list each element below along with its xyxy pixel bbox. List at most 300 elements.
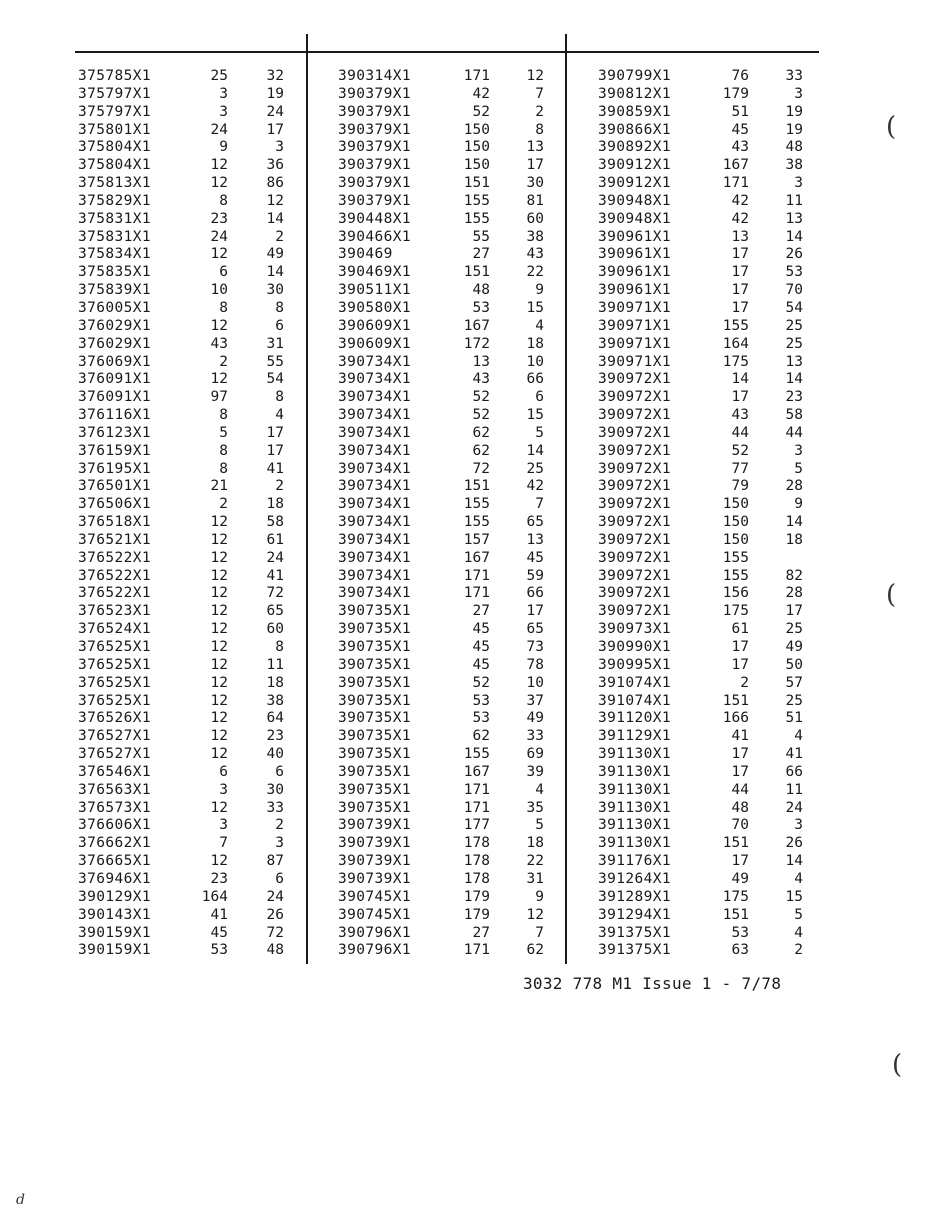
part-number: 390912X1 [598,157,672,174]
part-number: 390469 [338,246,393,263]
part-number: 376159X1 [78,442,152,459]
page-number: 63 [731,942,749,959]
item-number: 49 [526,710,544,727]
page-number: 97 [210,389,228,406]
page-number: 45 [472,621,490,638]
page-number: 12 [210,317,228,334]
item-number: 17 [526,603,544,620]
page-number: 12 [210,674,228,691]
item-number: 4 [794,924,803,941]
item-number: 3 [275,139,284,156]
page-number: 12 [210,246,228,263]
page-number: 23 [210,210,228,227]
page-number: 171 [463,68,490,84]
page-number: 52 [472,389,490,406]
item-number: 24 [785,799,803,816]
item-number: 17 [266,442,284,459]
item-number: 18 [526,835,544,852]
page-number: 12 [210,746,228,763]
item-number: 41 [266,460,284,477]
part-number: 376522X1 [78,567,152,584]
item-number: 33 [266,799,284,816]
page-number: 155 [463,192,490,209]
item-number: 22 [526,853,544,870]
item-number: 9 [535,282,544,299]
part-number: 376522X1 [78,549,152,566]
page-number: 45 [472,639,490,655]
item-number: 6 [535,389,544,406]
item-number: 8 [275,639,284,655]
page-number: 155 [722,317,749,334]
part-number: 376091X1 [78,371,152,388]
page-number: 24 [210,228,228,245]
item-number: 87 [266,853,284,870]
page-number: 12 [210,157,228,174]
page-number: 7 [219,835,228,852]
part-number: 390314X1 [338,68,412,84]
item-number: 41 [266,567,284,584]
part-number: 390796X1 [338,924,412,941]
part-number: 390734X1 [338,496,412,513]
part-number: 375797X1 [78,85,152,102]
part-number: 376665X1 [78,853,152,870]
part-number: 390735X1 [338,656,412,673]
page-number: 171 [463,781,490,798]
part-number: 390972X1 [598,389,672,406]
page-number: 12 [210,799,228,816]
document-footer: 3032 778 M1 Issue 1 - 7/78 [523,974,782,993]
page-number: 53 [472,710,490,727]
page-number: 17 [731,746,749,763]
page-number: 61 [731,621,749,638]
page-number: 17 [731,656,749,673]
part-number: 390972X1 [598,460,672,477]
page-number: 164 [722,335,749,352]
part-number: 376527X1 [78,746,152,763]
page-number: 53 [210,942,228,959]
page-number: 42 [472,85,490,102]
page-number: 12 [210,585,228,602]
page-number: 76 [731,68,749,84]
page-number: 27 [472,924,490,941]
item-number: 72 [266,585,284,602]
item-number: 30 [266,282,284,299]
page-number: 45 [472,656,490,673]
item-number: 3 [794,175,803,192]
page-number: 6 [219,763,228,780]
item-number: 62 [526,942,544,959]
page-number: 8 [219,442,228,459]
item-number: 2 [794,942,803,959]
item-number: 13 [785,353,803,370]
part-number: 390734X1 [338,407,412,424]
page-number: 8 [219,192,228,209]
part-number: 390799X1 [598,68,672,84]
page-number: 43 [731,407,749,424]
item-number: 19 [785,121,803,138]
page-number: 172 [463,335,490,352]
page-number: 12 [210,853,228,870]
page-number: 167 [463,549,490,566]
part-number: 390971X1 [598,335,672,352]
item-number: 40 [266,746,284,763]
item-number: 3 [794,85,803,102]
page-number: 3 [219,103,228,120]
page-number: 43 [731,139,749,156]
part-number: 390961X1 [598,282,672,299]
binder-hole-mark-top: ( [886,112,897,142]
part-number: 376573X1 [78,799,152,816]
page-number: 49 [731,870,749,887]
part-number: 390745X1 [338,906,412,923]
part-number: 376195X1 [78,460,152,477]
page-number: 179 [722,85,749,102]
part-number: 376506X1 [78,496,152,513]
part-number: 390379X1 [338,85,412,102]
part-number: 390379X1 [338,139,412,156]
page-number: 3 [219,85,228,102]
item-number: 65 [526,514,544,531]
part-number: 390734X1 [338,442,412,459]
part-number: 390972X1 [598,585,672,602]
part-number: 390972X1 [598,407,672,424]
page-number: 12 [210,175,228,192]
page-number: 53 [731,924,749,941]
page-number: 151 [463,264,490,281]
item-number: 37 [526,692,544,709]
item-number: 41 [785,746,803,763]
page-number: 12 [210,603,228,620]
item-number: 49 [785,639,803,655]
part-number: 391294X1 [598,906,672,923]
item-number: 28 [785,478,803,495]
page-number: 150 [722,514,749,531]
page-number: 55 [472,228,490,245]
part-number: 376524X1 [78,621,152,638]
part-number: 390379X1 [338,157,412,174]
part-number: 375839X1 [78,282,152,299]
part-number: 390892X1 [598,139,672,156]
part-number: 391074X1 [598,674,672,691]
item-number: 25 [785,692,803,709]
part-number: 390466X1 [338,228,412,245]
page-number: 17 [731,639,749,655]
page-number: 167 [463,317,490,334]
part-number: 375813X1 [78,175,152,192]
item-number: 17 [526,157,544,174]
item-number: 4 [535,781,544,798]
item-number: 53 [785,264,803,281]
part-number: 375797X1 [78,103,152,120]
part-number: 390972X1 [598,424,672,441]
item-number: 3 [794,817,803,834]
part-number: 391130X1 [598,763,672,780]
item-number: 14 [785,853,803,870]
page-number: 151 [722,835,749,852]
part-number: 390735X1 [338,621,412,638]
part-number: 390972X1 [598,531,672,548]
item-number: 6 [275,763,284,780]
item-number: 35 [526,799,544,816]
page-number: 53 [472,692,490,709]
part-number: 390734X1 [338,353,412,370]
item-number: 14 [266,264,284,281]
part-number: 376521X1 [78,531,152,548]
page-number: 12 [210,567,228,584]
part-number: 391264X1 [598,870,672,887]
part-number: 390912X1 [598,175,672,192]
part-number: 375831X1 [78,228,152,245]
page-number: 179 [463,888,490,905]
item-number: 24 [266,888,284,905]
item-number: 4 [275,407,284,424]
page-number: 155 [722,549,749,566]
item-number: 18 [266,496,284,513]
page-number: 171 [722,175,749,192]
page-number: 167 [722,157,749,174]
item-number: 45 [526,549,544,566]
part-number: 391375X1 [598,942,672,959]
part-number: 390972X1 [598,496,672,513]
item-number: 57 [785,674,803,691]
item-number: 33 [526,728,544,745]
corner-mark: d [16,1192,25,1208]
part-number: 390159X1 [78,942,152,959]
part-number: 390972X1 [598,371,672,388]
part-number: 390734X1 [338,460,412,477]
part-number: 390735X1 [338,603,412,620]
page-number: 3 [219,817,228,834]
column-divider-2 [565,34,567,964]
part-number: 376005X1 [78,299,152,316]
part-number: 390948X1 [598,192,672,209]
item-number: 4 [535,317,544,334]
part-number: 390745X1 [338,888,412,905]
item-number: 9 [535,888,544,905]
item-number: 86 [266,175,284,192]
page-number: 12 [210,639,228,655]
item-number: 2 [275,478,284,495]
item-number: 51 [785,710,803,727]
part-number: 390448X1 [338,210,412,227]
page-number: 17 [731,246,749,263]
item-number: 15 [526,407,544,424]
top-rule [75,51,819,53]
part-number: 391176X1 [598,853,672,870]
binder-hole-mark-middle: ( [886,580,897,610]
part-number: 376123X1 [78,424,152,441]
page-number: 48 [472,282,490,299]
page-number: 12 [210,656,228,673]
item-number: 2 [535,103,544,120]
part-number: 375801X1 [78,121,152,138]
item-number: 66 [526,585,544,602]
item-number: 18 [785,531,803,548]
part-number: 390972X1 [598,514,672,531]
page-number: 52 [731,442,749,459]
item-number: 38 [266,692,284,709]
part-number: 390812X1 [598,85,672,102]
page-number: 48 [731,799,749,816]
item-number: 18 [526,335,544,352]
item-number: 36 [266,157,284,174]
part-number: 390159X1 [78,924,152,941]
part-number: 390734X1 [338,531,412,548]
item-number: 65 [266,603,284,620]
item-number: 26 [785,246,803,263]
part-number: 390469X1 [338,264,412,281]
part-number: 375785X1 [78,68,152,84]
item-number: 2 [275,228,284,245]
part-number: 375804X1 [78,157,152,174]
page-number: 2 [740,674,749,691]
part-number: 376946X1 [78,870,152,887]
page-number: 2 [219,496,228,513]
page-number: 17 [731,264,749,281]
page-number: 178 [463,853,490,870]
page-number: 12 [210,692,228,709]
page-number: 155 [463,496,490,513]
item-number: 55 [266,353,284,370]
part-number: 391120X1 [598,710,672,727]
item-number: 60 [266,621,284,638]
page-number: 150 [463,139,490,156]
part-number: 391130X1 [598,799,672,816]
page-number: 171 [463,799,490,816]
item-number: 26 [266,906,284,923]
item-number: 11 [785,781,803,798]
item-number: 22 [526,264,544,281]
page-number: 23 [210,870,228,887]
page-number: 5 [219,424,228,441]
item-number: 25 [785,317,803,334]
item-number: 7 [535,924,544,941]
part-number: 391074X1 [598,692,672,709]
page-number: 151 [722,906,749,923]
page-number: 178 [463,835,490,852]
item-number: 3 [794,442,803,459]
part-number: 390961X1 [598,246,672,263]
page-number: 13 [731,228,749,245]
item-number: 4 [794,870,803,887]
part-number: 390739X1 [338,817,412,834]
part-number: 390735X1 [338,728,412,745]
part-number: 376091X1 [78,389,152,406]
page-number: 156 [722,585,749,602]
part-number: 390973X1 [598,621,672,638]
page-number: 12 [210,514,228,531]
part-number: 390971X1 [598,299,672,316]
part-number: 390866X1 [598,121,672,138]
page-number: 167 [463,763,490,780]
item-number: 13 [526,139,544,156]
page-number: 70 [731,817,749,834]
part-number: 390961X1 [598,228,672,245]
item-number: 15 [785,888,803,905]
page-number: 52 [472,674,490,691]
item-number: 17 [785,603,803,620]
part-number: 376563X1 [78,781,152,798]
page-number: 12 [210,710,228,727]
part-number: 376029X1 [78,317,152,334]
part-number: 391130X1 [598,781,672,798]
part-number: 390972X1 [598,478,672,495]
page-number: 13 [472,353,490,370]
part-number: 375804X1 [78,139,152,156]
part-number: 390734X1 [338,514,412,531]
item-number: 25 [526,460,544,477]
page-number: 17 [731,763,749,780]
column-divider-1 [306,34,308,964]
item-number: 8 [535,121,544,138]
item-number: 61 [266,531,284,548]
part-number: 390609X1 [338,335,412,352]
item-number: 24 [266,103,284,120]
page-number: 166 [722,710,749,727]
item-number: 38 [785,157,803,174]
item-number: 33 [785,68,803,84]
item-number: 14 [266,210,284,227]
part-number: 391129X1 [598,728,672,745]
part-number: 375829X1 [78,192,152,209]
part-number: 390735X1 [338,674,412,691]
page-number: 62 [472,728,490,745]
part-number: 376029X1 [78,335,152,352]
item-number: 28 [785,585,803,602]
part-number: 390379X1 [338,175,412,192]
part-number: 390995X1 [598,656,672,673]
item-number: 72 [266,924,284,941]
item-number: 5 [794,906,803,923]
page-number: 12 [210,549,228,566]
part-number: 390972X1 [598,549,672,566]
item-number: 26 [785,835,803,852]
item-number: 82 [785,567,803,584]
item-number: 25 [785,621,803,638]
part-number: 390734X1 [338,424,412,441]
part-number: 390734X1 [338,567,412,584]
page-number: 41 [731,728,749,745]
part-number: 390735X1 [338,746,412,763]
binder-hole-mark-bottom: ( [892,1050,903,1080]
page-number: 72 [472,460,490,477]
part-number: 390734X1 [338,371,412,388]
page-number: 44 [731,424,749,441]
item-number: 30 [526,175,544,192]
part-number: 376525X1 [78,656,152,673]
page-number: 3 [219,781,228,798]
part-number: 390580X1 [338,299,412,316]
part-number: 376525X1 [78,674,152,691]
part-number: 390972X1 [598,603,672,620]
page-number: 171 [463,942,490,959]
part-number: 376522X1 [78,585,152,602]
page-number: 14 [731,371,749,388]
item-number: 49 [266,246,284,263]
item-number: 78 [526,656,544,673]
item-number: 23 [785,389,803,406]
item-number: 81 [526,192,544,209]
page-number: 27 [472,246,490,263]
page-number: 8 [219,299,228,316]
item-number: 10 [526,353,544,370]
item-number: 6 [275,870,284,887]
item-number: 66 [526,371,544,388]
part-number: 390734X1 [338,549,412,566]
item-number: 39 [526,763,544,780]
item-number: 11 [785,192,803,209]
page-number: 150 [722,531,749,548]
